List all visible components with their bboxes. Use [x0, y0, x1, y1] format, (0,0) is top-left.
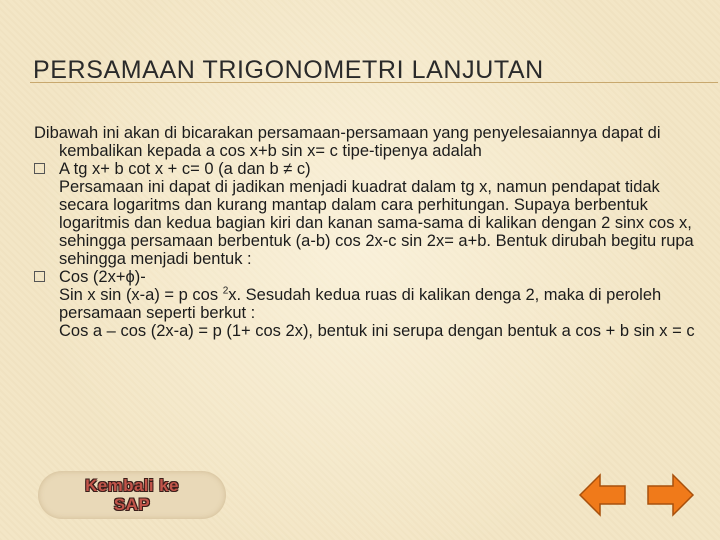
bullet-2-label: Cos (2x+ϕ)-: [59, 268, 146, 286]
bullet-1-label: A tg x+ b cot x + c= 0 (a dan b ≠ c): [59, 160, 311, 178]
bullet-2-line-1: [34, 286, 706, 322]
square-bullet-icon: [34, 271, 45, 282]
slide-title: PERSAMAAN TRIGONOMETRI LANJUTAN: [33, 56, 544, 84]
bullet-2-line-1-end: x. Sesudah kedua ruas di kalikan denga 2, maka di peroleh persamaan seperti berkut :: [59, 286, 662, 322]
back-button-label: Kembali ke SAP: [85, 476, 179, 514]
arrow-left-icon[interactable]: [578, 472, 628, 518]
title-divider: [30, 82, 718, 83]
square-bullet-icon: [34, 163, 45, 174]
bullet-item-1: [34, 160, 706, 178]
exponent: 2: [222, 285, 229, 297]
arrow-right-icon[interactable]: [645, 472, 695, 518]
bullet-item-2: [34, 268, 706, 286]
bullet-2-line-1-start: Sin x sin (x-a) = p cos: [59, 286, 223, 304]
bullet-2-line-2: Cos a – cos (2x-a) = p (1+ cos 2x), bentuk ini serupa dengan bentuk a cos + b sin x = c: [59, 322, 695, 340]
intro-paragraph: Dibawah ini akan di bicarakan persamaan-persamaan yang penyelesaiannya dapat di kembalikan kepada a cos x+b sin x= c tipe-tipenya adalah: [34, 124, 661, 160]
slide-content: [34, 124, 706, 340]
back-to-sap-button[interactable]: [38, 471, 226, 519]
bullet-1-body: Persamaan ini dapat di jadikan menjadi kuadrat dalam tg x, namun pendapat tidak secara logaritms dan kurang mantap dalam cara perhitungan. Supaya berbentuk logaritmis dan kedua bagian kiri dan kanan sama-sama di kalikan dengan 2 sinx cos x, sehingga persamaan berbentuk (a-b) cos 2x-c sin 2x= a+b. Bentuk dirubah begitu rupa sehingga menjadi bentuk :: [59, 178, 694, 268]
